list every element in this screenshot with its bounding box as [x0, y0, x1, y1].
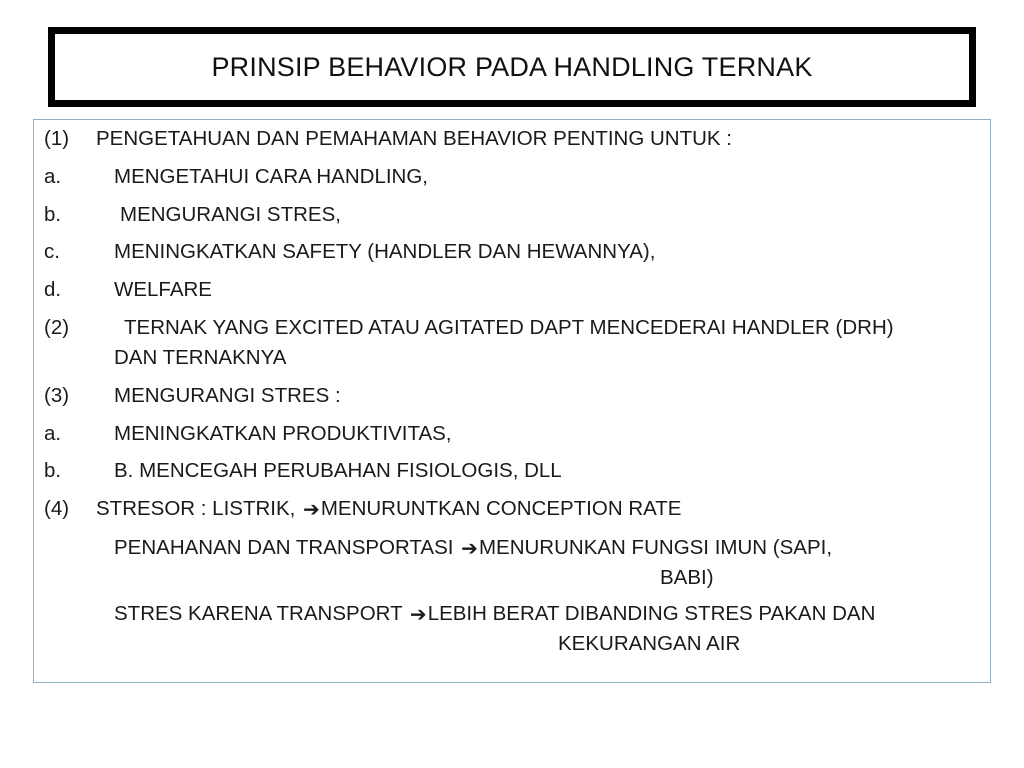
text-after-arrow: LEBIH BERAT DIBANDING STRES PAKAN DAN — [427, 602, 876, 625]
slide-title-box — [48, 27, 976, 107]
text-after-arrow: MENURUNTKAN CONCEPTION RATE — [320, 497, 682, 520]
text-after-arrow: MENURUNKAN FUNGSI IMUN (SAPI, — [478, 536, 833, 559]
list-item-text — [114, 533, 832, 563]
list-marker: (2) — [44, 316, 70, 339]
slide-title: PRINSIP BEHAVIOR PADA HANDLING TERNAK — [211, 51, 813, 82]
list-item-text: B. MENCEGAH PERUBAHAN FISIOLOGIS, DLL — [114, 459, 562, 482]
list-item-text: PENGETAHUAN DAN PEMAHAMAN BEHAVIOR PENTING UNTUK : — [96, 127, 732, 150]
list-item-text: MENINGKATKAN PRODUKTIVITAS, — [114, 422, 452, 445]
list-marker: (4) — [44, 497, 70, 520]
text-before-arrow: STRESOR : LISTRIK, — [96, 497, 302, 520]
text-before-arrow: PENAHANAN DAN TRANSPORTASI — [114, 536, 460, 559]
list-marker: a. — [44, 165, 62, 188]
list-item-text — [114, 599, 875, 629]
right-arrow-icon: ➔ — [409, 604, 427, 626]
slide-content-box — [33, 119, 991, 683]
right-arrow-icon: ➔ — [461, 538, 478, 560]
list-marker: c. — [44, 240, 60, 263]
list-marker: (3) — [44, 384, 70, 407]
list-marker: b. — [44, 203, 62, 226]
list-item-text: KEKURANGAN AIR — [558, 632, 741, 655]
list-marker: (1) — [44, 127, 70, 150]
list-item-text: MENGURANGI STRES : — [114, 384, 341, 407]
list-item-text: WELFARE — [114, 278, 212, 301]
list-item-text: MENGETAHUI CARA HANDLING, — [114, 165, 428, 188]
list-marker: b. — [44, 459, 62, 482]
list-item-text: MENINGKATKAN SAFETY (HANDLER DAN HEWANNYA), — [114, 240, 656, 263]
list-item-text: BABI) — [660, 566, 714, 589]
list-marker: a. — [44, 422, 62, 445]
list-marker: d. — [44, 278, 62, 301]
list-item-text: DAN TERNAKNYA — [114, 346, 287, 369]
list-item-text — [96, 494, 681, 524]
list-item-text: MENGURANGI STRES, — [120, 203, 341, 226]
list-item-text: TERNAK YANG EXCITED ATAU AGITATED DAPT MENCEDERAI HANDLER (DRH) — [124, 316, 894, 339]
right-arrow-icon: ➔ — [303, 499, 320, 521]
text-before-arrow: STRES KARENA TRANSPORT — [114, 602, 408, 625]
